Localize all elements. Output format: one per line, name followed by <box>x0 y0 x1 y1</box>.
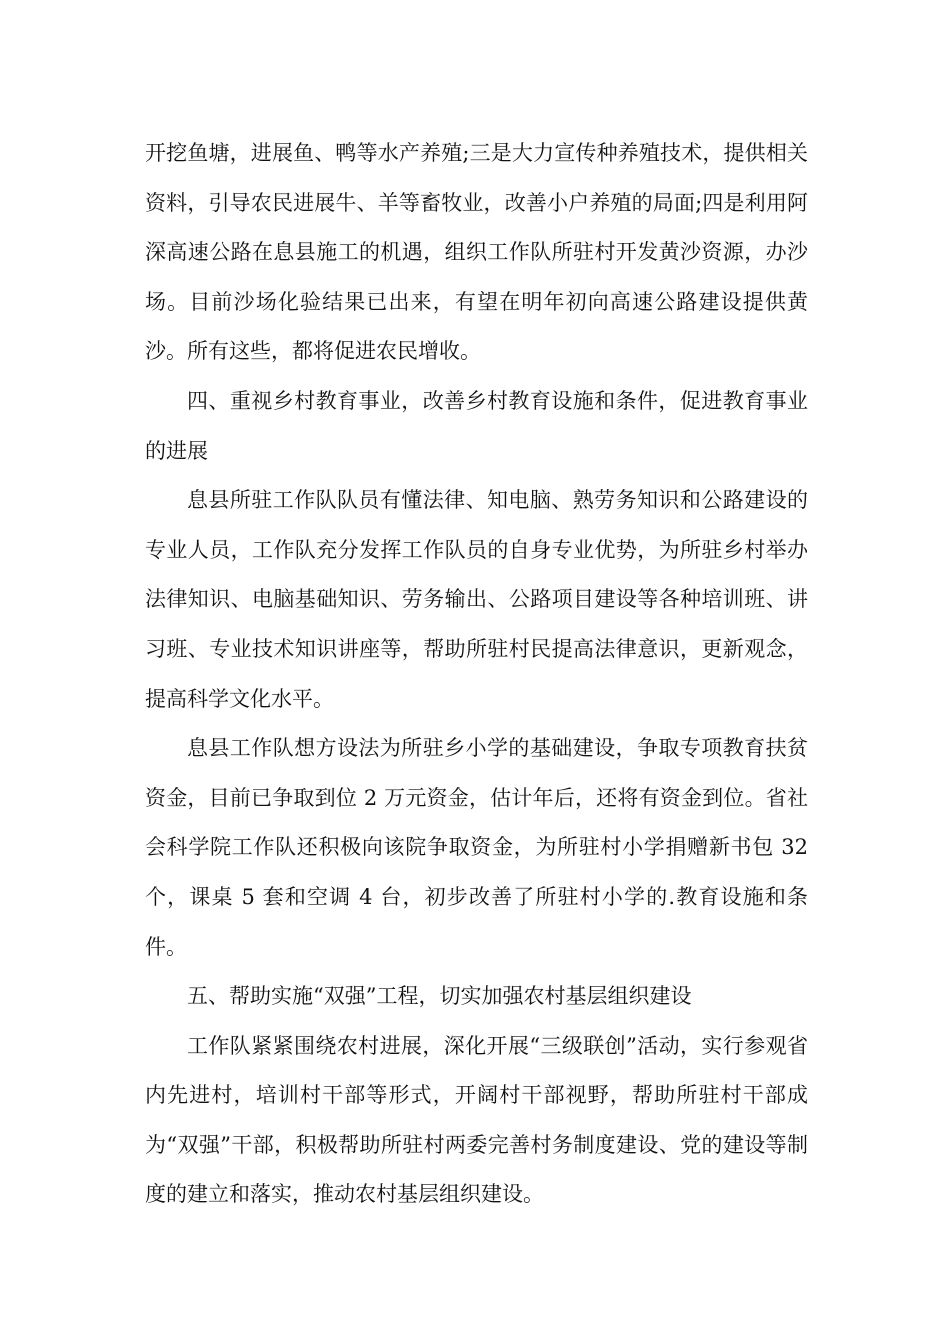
paragraph-1: 开挖鱼塘，进展鱼、鸭等水产养殖;三是大力宣传种养殖技术，提供相关资料，引导农民进展牛、羊等畜牧业，改善小户养殖的局面;四是利用阿深高速公路在息县施工的机遇，组织工作队所驻村开发黄沙资源，办沙场。目前沙场化验结果已出来，有望在明年初向高速公路建设提供黄沙。所有这些，都将促进农民增收。 <box>145 141 808 364</box>
paragraph-4: 息县工作队想方设法为所驻乡小学的基础建设，争取专项教育扶贫资金，目前已争取到位 2 万元资金，估计年后，还将有资金到位。省社会科学院工作队还积极向该院争取资金，为所驻村小学捐赠新书包 32 个，课桌 5 套和空调 4 台，初步改善了所驻村小学的.教育设施和条件。 <box>145 736 808 959</box>
paragraph-3: 息县所驻工作队队员有懂法律、知电脑、熟劳务知识和公路建设的专业人员，工作队充分发挥工作队员的自身专业优势，为所驻乡村举办法律知识、电脑基础知识、劳务输出、公路项目建设等各种培训班、讲习班、专业技术知识讲座等，帮助所驻村民提高法律意识，更新观念，提高科学文化水平。 <box>145 488 808 711</box>
paragraph-6: 工作队紧紧围绕农村进展，深化开展“三级联创”活动，实行参观省内先进村，培训村干部等形式，开阔村干部视野，帮助所驻村干部成为“双强”干部，积极帮助所驻村两委完善村务制度建设、党的建设等制度的建立和落实，推动农村基层组织建设。 <box>145 1033 808 1207</box>
document-page <box>145 129 808 1220</box>
section-heading-5: 五、帮助实施“双强”工程，切实加强农村基层组织建设 <box>187 984 692 1009</box>
section-heading-4: 四、重视乡村教育事业，改善乡村教育设施和条件，促进教育事业的进展 <box>145 388 808 463</box>
